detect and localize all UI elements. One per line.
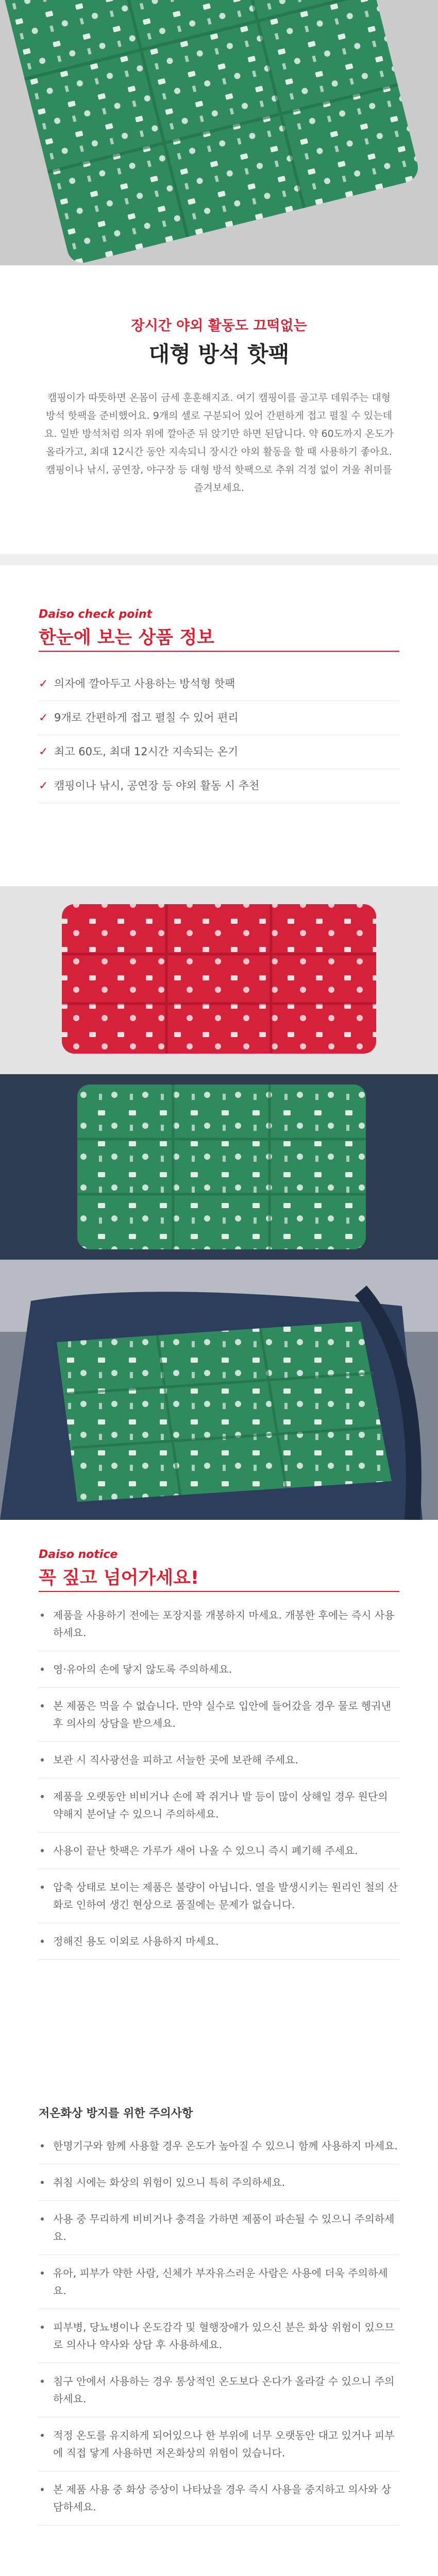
list-item: 침구 안에서 사용하는 경우 통상적인 온도보다 온다가 올라갈 수 있으니 주의하세요. (39, 2363, 399, 2417)
list-item: 본 제품은 먹을 수 없습니다. 만약 실수로 입안에 들어갔을 경우 물로 헹궈낸 후 의사의 상담을 받으세요. (39, 1688, 399, 1742)
check-icon: ✓ (39, 711, 48, 724)
check-icon: ✓ (39, 677, 48, 690)
list-item: 피부병, 당뇨병이나 온도감각 및 혈행장애가 있으신 분은 화상 위험이 있으므로 의사나 약사와 상담 후 사용하세요. (39, 2309, 399, 2363)
intro-title: 대형 방석 핫팩 (148, 342, 290, 367)
list-item: 영·유아의 손에 닿지 않도록 주의하세요. (39, 1651, 399, 1688)
list-item: ✓ 캠핑이나 낚시, 공연장 등 야외 활동 시 추천 (39, 769, 399, 803)
check-point-heading: 한눈에 보는 상품 정보 (39, 628, 214, 648)
bullet-icon (41, 1758, 44, 1761)
bullet-icon (41, 1849, 44, 1852)
bullet-icon (41, 2380, 44, 2383)
bullet-icon (41, 2488, 44, 2491)
bullet-icon (41, 2181, 44, 2184)
bullet-icon (41, 1704, 44, 1707)
list-item: 보관 시 직사광선을 피하고 서늘한 곳에 보관해 주세요. (39, 1742, 399, 1778)
bullet-icon (41, 1886, 44, 1889)
green-hotpack-photo (0, 1074, 438, 1260)
bullet-icon (41, 2434, 44, 2437)
bullet-icon (41, 2217, 44, 2221)
list-item: ✓ 9개로 간편하게 접고 펼칠 수 있어 편리 (39, 701, 399, 735)
bullet-icon (41, 2326, 44, 2329)
green-hotpack-image (2, 0, 422, 265)
notice-section (0, 1548, 438, 2576)
green-hotpack-image (0, 1074, 438, 1260)
notice-list (39, 1597, 399, 1960)
bullet-icon (41, 1668, 44, 1671)
notice-label: Daiso notice (39, 1548, 118, 1561)
check-icon: ✓ (39, 779, 48, 792)
list-item: 사용 중 무리하게 비비거나 충격을 가하면 제품이 파손될 수 있으니 주의하세요. (39, 2201, 399, 2255)
list-item: 한명기구와 함께 사용할 경우 온도가 높아질 수 있으니 함께 사용하지 마세요. (39, 2128, 399, 2164)
red-hotpack-image (0, 886, 438, 1074)
burn-warning-list (39, 2128, 399, 2526)
burn-warning-heading: 저온화상 방지를 위한 주의사항 (39, 2107, 193, 2120)
list-item: 사용이 끝난 핫팩은 가루가 새어 나올 수 있으니 즉시 폐기해 주세요. (39, 1833, 399, 1869)
notice-heading: 꼭 짚고 넘어가세요! (39, 1568, 199, 1588)
list-item: 정해진 용도 이외로 사용하지 마세요. (39, 1923, 399, 1960)
hero-image (0, 0, 438, 265)
check-point-section (0, 608, 438, 886)
list-item: ✓ 최고 60도, 최대 12시간 지속되는 온기 (39, 735, 399, 769)
check-point-list (39, 667, 399, 803)
list-item: 취침 시에는 화상의 위험이 있으니 특히 주의하세요. (39, 2164, 399, 2201)
list-item: 유아, 피부가 약한 사람, 신체가 부자유스러운 사람은 사용에 더욱 주의하세요. (39, 2255, 399, 2309)
intro-body: 캠핑이가 따뜻하면 온몸이 금세 훈훈해지죠. 여기 캠핑이를 골고루 데워주는 대형 방석 핫팩을 준비했어요. 9개의 셀로 구분되어 있어 간편하게 접고 펼칠 수 있는데요. 일반 방석처럼 의자 위에 깔아준 뒤 앉기만 하면 된답니다. 약 60도까지 온도가 올라가고, 최대 12시간 동안 지속되니 장시간 야외 활동을 할 때 사용하기 좋아요. 캠핑이나 낚시, 공연장, 야구장 등 대형 방석 핫팩으로 추위 걱정 없이 겨울 취미를 즐겨보세요. (44, 392, 394, 494)
check-icon: ✓ (39, 745, 48, 758)
bullet-icon (41, 2144, 44, 2147)
intro-section (0, 265, 438, 554)
list-item: 제품을 사용하기 전에는 포장지를 개봉하지 마세요. 개봉한 후에는 즉시 사용하세요. (39, 1597, 399, 1651)
bullet-icon (41, 1795, 44, 1798)
bullet-icon (41, 1614, 44, 1617)
heading-rule (39, 651, 399, 652)
bullet-icon (41, 2272, 44, 2275)
chair-with-hotpack-photo (0, 1260, 438, 1520)
list-item: 적정 온도를 유지하게 되어있으나 한 부위에 너무 오랫동안 대고 있거나 피부에 직접 닿게 사용하면 저온화상의 위험이 있습니다. (39, 2417, 399, 2471)
section-divider (0, 554, 438, 565)
chair-hotpack-image (0, 1260, 438, 1520)
intro-subtitle: 장시간 야외 활동도 끄떡없는 (131, 318, 307, 334)
list-item: ✓ 의자에 깔아두고 사용하는 방석형 핫팩 (39, 667, 399, 701)
check-point-label: Daiso check point (39, 608, 153, 621)
list-item: 제품을 오랫동안 비비거나 손에 꽉 쥐거나 발 등이 많이 상해일 경우 원단의 약해지 분어날 수 있으니 주의하세요. (39, 1778, 399, 1833)
section-spacer (0, 1520, 438, 1548)
list-item: 압축 상태로 보이는 제품은 불량이 아닙니다. 열을 발생시키는 원리인 철의 산화로 인하여 생긴 현상으로 품질에는 문제가 없습니다. (39, 1869, 399, 1923)
bullet-icon (41, 1940, 44, 1943)
red-hotpack-photo (0, 886, 438, 1074)
heading-rule (39, 1591, 399, 1592)
list-item: 본 제품 사용 중 화상 증상이 나타났을 경우 즉시 사용을 중지하고 의사와 상담하세요. (39, 2471, 399, 2526)
